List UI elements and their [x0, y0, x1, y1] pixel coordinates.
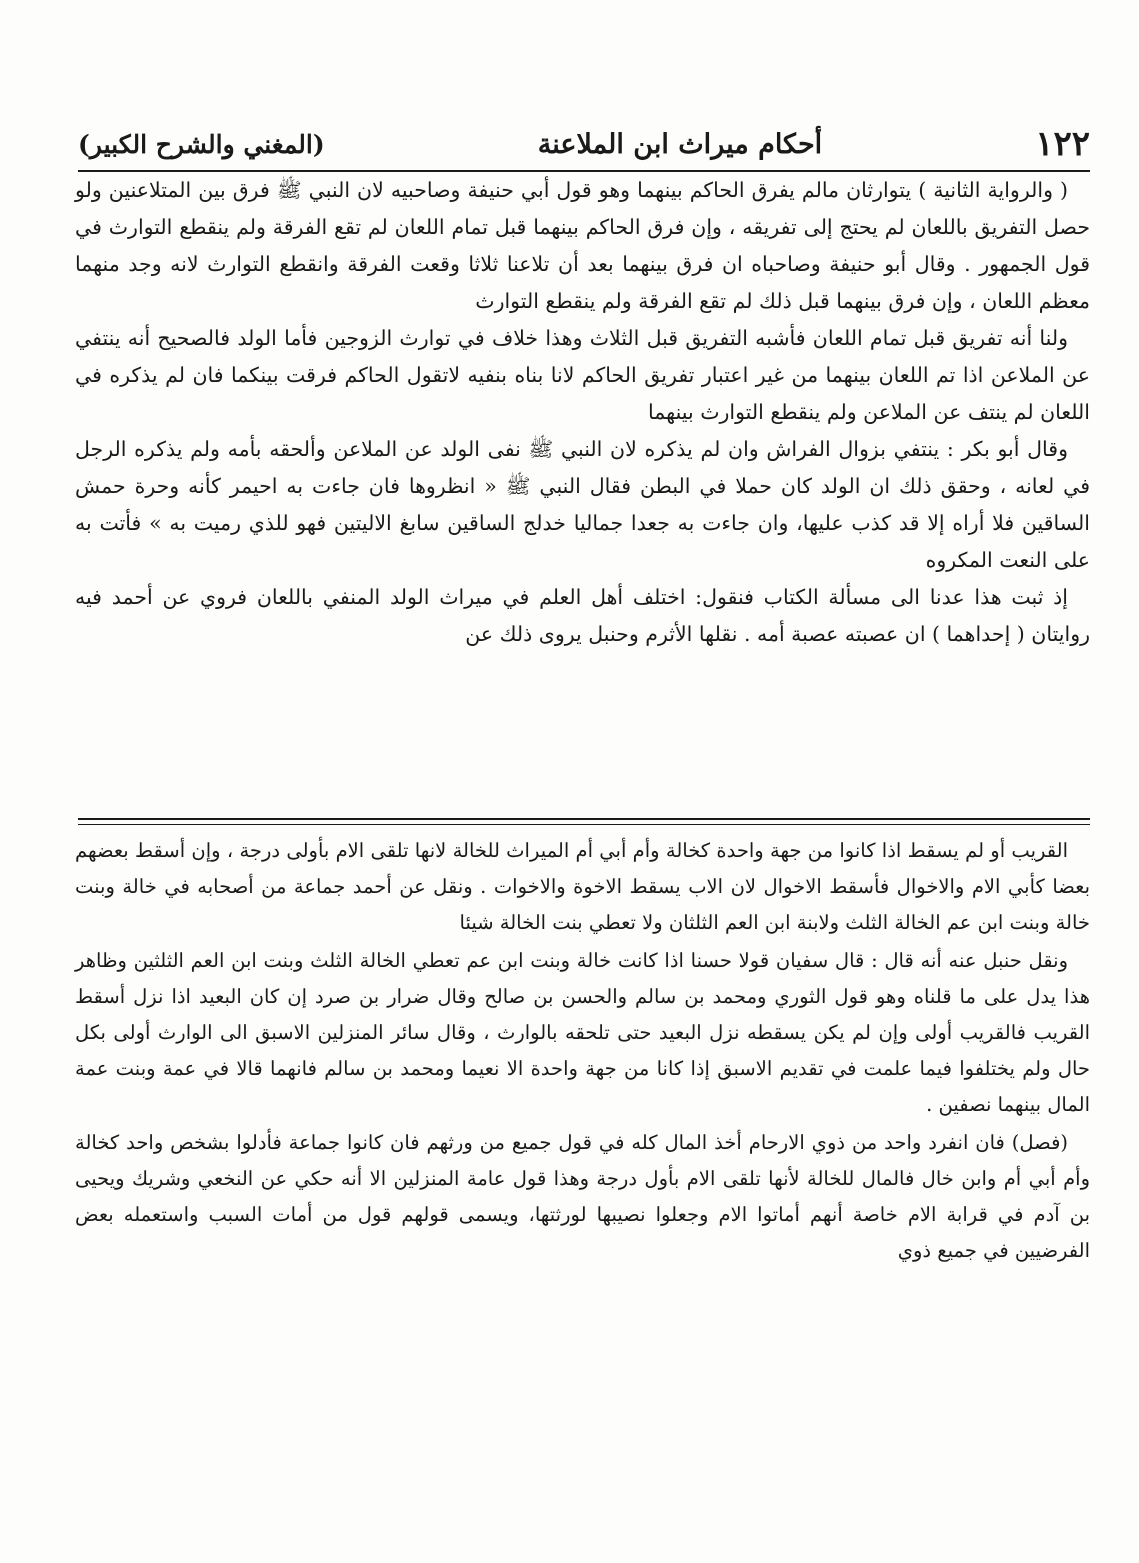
main-paragraph: ( والرواية الثانية ) يتوارثان مالم يفرق الحاكم بينهما وهو قول أبي حنيفة وصاحبيه لان النبي ﷺ فرق بين المتلاعنين ولو حصل التفريق باللعان لم يحتج إلى تفريقه ، وإن فرق الحاكم بينهما قبل تمام اللعان لم تقع الفرقة ولم ينقطع التوارث في قول الجمهور . وقال أبو حنيفة وصاحباه ان فرق بينهما بعد أن تلاعنا ثلاثا وقعت الفرقة وانقطع التوارث لانه وجد منهما معظم اللعان ، وإن فرق بينهما قبل ذلك لم تقع الفرقة ولم ينقطع التوارث: [75, 178, 1090, 313]
main-paragraph: إذ ثبت هذا عدنا الى مسألة الكتاب فنقول: اختلف أهل العلم في ميراث الولد المنفي باللعان فروي عن أحمد فيه روايتان ( إحداهما ) ان عصبته عصبة أمه . نقلها الأثرم وحنبل يروى ذلك عن: [75, 585, 1090, 646]
main-paragraph: وقال أبو بكر : ينتفي بزوال الفراش وان لم يذكره لان النبي ﷺ نفى الولد عن الملاعن وألحقه بأمه ولم يذكره الرجل في لعانه ، وحقق ذلك ان الولد كان حملا في البطن فقال النبي ﷺ « انظروها فان جاءت به احيمر كأنه وحرة حمش الساقين فلا أراه إلا قد كذب عليها، وان جاءت به جعدا جماليا خدلج الساقين سابغ الاليتين فهو للذي رميت به » فأتت به على النعت المكروه: [75, 437, 1090, 572]
book-title: (المغني والشرح الكبير): [78, 129, 325, 159]
page-number: ١٢٢: [1035, 124, 1090, 164]
footnote-divider: [78, 818, 1090, 820]
footnote-paragraph: (فصل) فان انفرد واحد من ذوي الارحام أخذ المال كله في قول جميع من ورثهم فان كانوا جماعة فأدلوا بشخص واحد كخالة وأم أبي أم وابن خال فالمال للخالة لأنها تلقى الام بأول درجة وهذا قول عامة المنزلين الا أنه حكي عن النخعي وشريك ويحيى بن آدم في قرابة الام خاصة أنهم أماتوا الام وجعلوا نصيبها لورثتها، ويسمى قولهم قول من أمات السبب واستعمله بعض الفرضيين في جميع ذوي: [75, 1131, 1090, 1262]
page-header: [78, 118, 1090, 170]
footnote-text: [75, 833, 1090, 1269]
running-title: أحكام ميراث ابن الملاعنة: [537, 128, 823, 160]
main-paragraph: ولنا أنه تفريق قبل تمام اللعان فأشبه التفريق قبل الثلاث وهذا خلاف في توارث الزوجين فأما الولد فالصحيح أنه ينتفي عن الملاعن اذا تم اللعان بينهما من غير اعتبار تفريق الحاكم لانا بناه بنفيه لاتقول الحاكم فرقت بينكما فان لم يذكره في اللعان لم ينتف عن الملاعن ولم ينقطع التوارث بينهما: [75, 326, 1090, 424]
footnote-divider-thin: [78, 824, 1090, 825]
main-text: [75, 172, 1090, 653]
footnote-paragraph: القريب أو لم يسقط اذا كانوا من جهة واحدة كخالة وأم أبي أم الميراث للخالة لانها تلقى الام بأولى درجة ، وإن أسقط بعضهم بعضا كأبي الام والاخوال فأسقط الاخوال لان الاب يسقط الاخوة والاخوات . ونقل عن أحمد جماعة من أصحابه في خالة وبنت خالة وبنت ابن عم الخالة الثلث ولابنة ابن العم الثلثان ولا تعطي بنت الخالة شيئا: [75, 839, 1090, 934]
footnote-paragraph: ونقل حنبل عنه أنه قال : قال سفيان قولا حسنا اذا كانت خالة وبنت ابن عم تعطي الخالة الثلث وبنت ابن العم الثلثين وظاهر هذا يدل على ما قلناه وهو قول الثوري ومحمد بن سالم والحسن بن صالح وقال ضرار بن صرد إن كان البعيد اذا نزل أسقط القريب فالقريب أولى وإن لم يكن يسقطه نزل البعيد حتى تلحقه بالوارث ، وقال سائر المنزلين الاسبق الى الوارث أولى بكل حال ولم يختلفوا فيما علمت في تقديم الاسبق إذا كانا من جهة واحدة الا نعيما ومحمد بن سالم فانهما قالا في عمة وبنت عمة المال بينهما نصفين .: [75, 949, 1090, 1116]
